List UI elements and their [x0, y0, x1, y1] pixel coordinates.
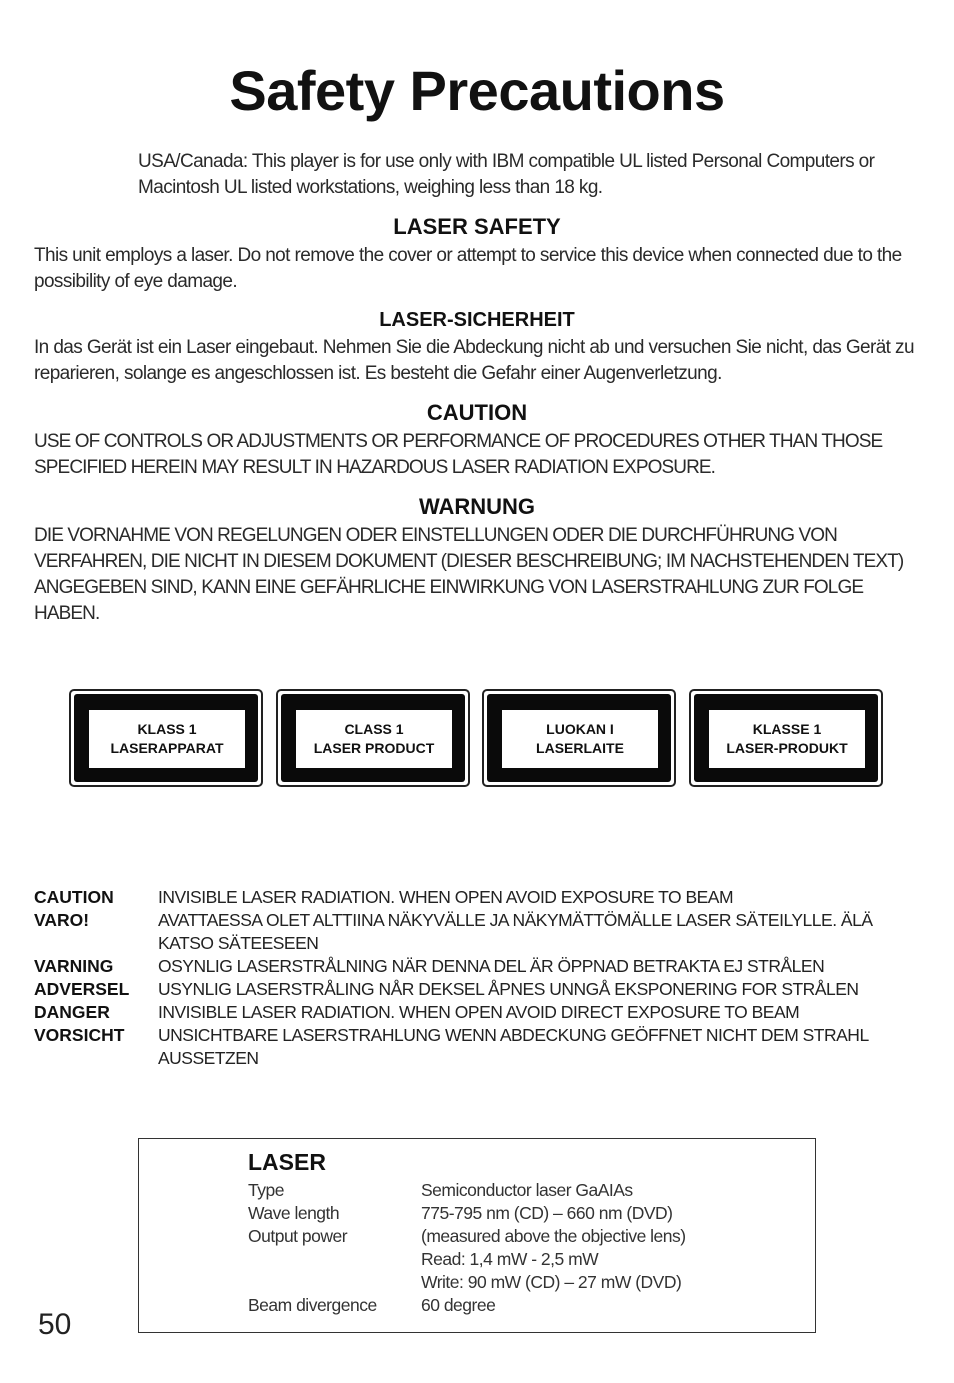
spec-row	[248, 1225, 808, 1248]
spec-key: Wave length	[248, 1203, 340, 1223]
warning-text: OSYNLIG LASERSTRÅLNING NÄR DENNA DEL ÄR ÖPPNAD BETRAKTA EJ STRÅLEN	[158, 956, 825, 976]
label-frame	[487, 694, 671, 782]
laser-sicherheit-text: In das Gerät ist ein Laser eingebaut. Nehmen Sie die Abdeckung nicht ab und versuchen Sie nicht, das Gerät zu reparieren, solange es angeschlossen ist. Es besteht die Gefahr einer Augenverletzung.	[34, 337, 914, 384]
page-title: Safety Precautions	[229, 59, 725, 122]
label-text-box	[502, 710, 658, 768]
caution-heading: CAUTION	[426, 400, 528, 425]
spec-value: Write: 90 mW (CD) – 27 mW (DVD)	[421, 1272, 682, 1292]
spec-value: 60 degree	[421, 1295, 496, 1315]
intro-paragraph: USA/Canada: This player is for use only with IBM compatible UL listed Personal Computers or Macintosh UL listed workstations, weighing less than 18 kg.	[138, 151, 875, 198]
spec-key	[248, 1248, 421, 1271]
warnung-text: DIE VORNAHME VON REGELUNGEN ODER EINSTELLUNGEN ODER DIE DURCHFÜHRUNG VON VERFAHREN, DIE NICHT IN DIESEM DOKUMENT (DIESER BESCHREIBUNG; IM NACHSTEHENDEN TEXT) ANGEGEBEN SIND, KANN EINE GEFÄHRLICHE EINWIRKUNG VON LASERSTRAHLUNG ZUR FOLGE HABEN.	[34, 525, 904, 624]
warning-text: UNSICHTBARE LASERSTRAHLUNG WENN ABDECKUNG GEÖFFNET NICHT DEM STRAHL AUSSETZEN	[158, 1025, 869, 1068]
warning-text: USYNLIG LASERSTRÅLING NÅR DEKSEL ÅPNES UNNGÅ EKSPONERING FOR STRÅLEN	[158, 979, 859, 999]
warning-text: INVISIBLE LASER RADIATION. WHEN OPEN AVOID DIRECT EXPOSURE TO BEAM	[158, 1002, 800, 1022]
spec-value: Semiconductor laser GaAIAs	[421, 1180, 633, 1200]
laser-spec-box	[138, 1138, 816, 1333]
page-number: 50	[38, 1308, 72, 1341]
label-frame	[74, 694, 258, 782]
warning-row	[34, 886, 924, 909]
label-line-2: LASERLAITE	[536, 740, 624, 756]
spec-row	[248, 1179, 808, 1202]
laser-class-labels	[69, 689, 883, 787]
warning-key: VARNING	[34, 956, 114, 976]
label-text-box	[296, 710, 452, 768]
laser-safety-heading: LASER SAFETY	[393, 214, 561, 239]
laser-spec-title: LASER	[248, 1149, 326, 1175]
spec-key: Type	[248, 1180, 284, 1200]
label-frame	[281, 694, 465, 782]
label-text-box	[89, 710, 245, 768]
warning-key: ADVERSEL	[34, 979, 130, 999]
warnung-heading: WARNUNG	[418, 494, 536, 519]
label-line-1: KLASS 1	[137, 721, 197, 737]
label-line-2: LASER-PRODUKT	[726, 740, 848, 756]
laser-label-swedish	[69, 689, 263, 787]
warning-key: VARO!	[34, 910, 90, 930]
warning-key: VORSICHT	[34, 1025, 125, 1045]
warning-row	[34, 955, 924, 978]
label-text-box	[709, 710, 865, 768]
warning-row	[34, 1024, 924, 1070]
multilingual-warnings	[34, 886, 924, 1070]
laser-safety-text: This unit employs a laser. Do not remove the cover or attempt to service this device when connected due to the possibility of eye damage.	[34, 245, 902, 292]
warning-key: DANGER	[34, 1002, 110, 1022]
spec-key	[248, 1271, 421, 1294]
spec-row	[248, 1248, 808, 1271]
spec-key: Beam divergence	[248, 1295, 377, 1315]
laser-label-german	[689, 689, 883, 787]
laser-sicherheit-heading: LASER-SICHERHEIT	[379, 309, 575, 331]
label-frame	[694, 694, 878, 782]
spec-key: Output power	[248, 1226, 348, 1246]
spec-row	[248, 1294, 808, 1317]
spec-value: 775-795 nm (CD) – 660 nm (DVD)	[421, 1203, 673, 1223]
warning-key: CAUTION	[34, 887, 114, 907]
laser-spec-table	[248, 1179, 808, 1317]
spec-row	[248, 1271, 808, 1294]
label-line-1: KLASSE 1	[752, 721, 822, 737]
warning-text: AVATTAESSA OLET ALTTIINA NÄKYVÄLLE JA NÄKYMÄTTÖMÄLLE LASER SÄTEILYLLE. ÄLÄ KATSO SÄTEESEEN	[158, 910, 873, 953]
warning-row	[34, 1001, 924, 1024]
laser-label-english	[276, 689, 470, 787]
warning-text: INVISIBLE LASER RADIATION. WHEN OPEN AVOID EXPOSURE TO BEAM	[158, 887, 734, 907]
warning-row	[34, 978, 924, 1001]
caution-text: USE OF CONTROLS OR ADJUSTMENTS OR PERFORMANCE OF PROCEDURES OTHER THAN THOSE SPECIFIED HEREIN MAY RESULT IN HAZARDOUS LASER RADIATION EXPOSURE.	[34, 431, 883, 478]
label-line-2: LASERAPPARAT	[110, 740, 224, 756]
spec-value: (measured above the objective lens)	[421, 1226, 686, 1246]
warning-row	[34, 909, 924, 955]
spec-value: Read: 1,4 mW - 2,5 mW	[421, 1249, 599, 1269]
label-line-1: LUOKAN I	[546, 721, 614, 737]
laser-label-finnish	[482, 689, 676, 787]
spec-row	[248, 1202, 808, 1225]
label-line-2: LASER PRODUCT	[313, 740, 435, 756]
label-line-1: CLASS 1	[344, 721, 404, 737]
